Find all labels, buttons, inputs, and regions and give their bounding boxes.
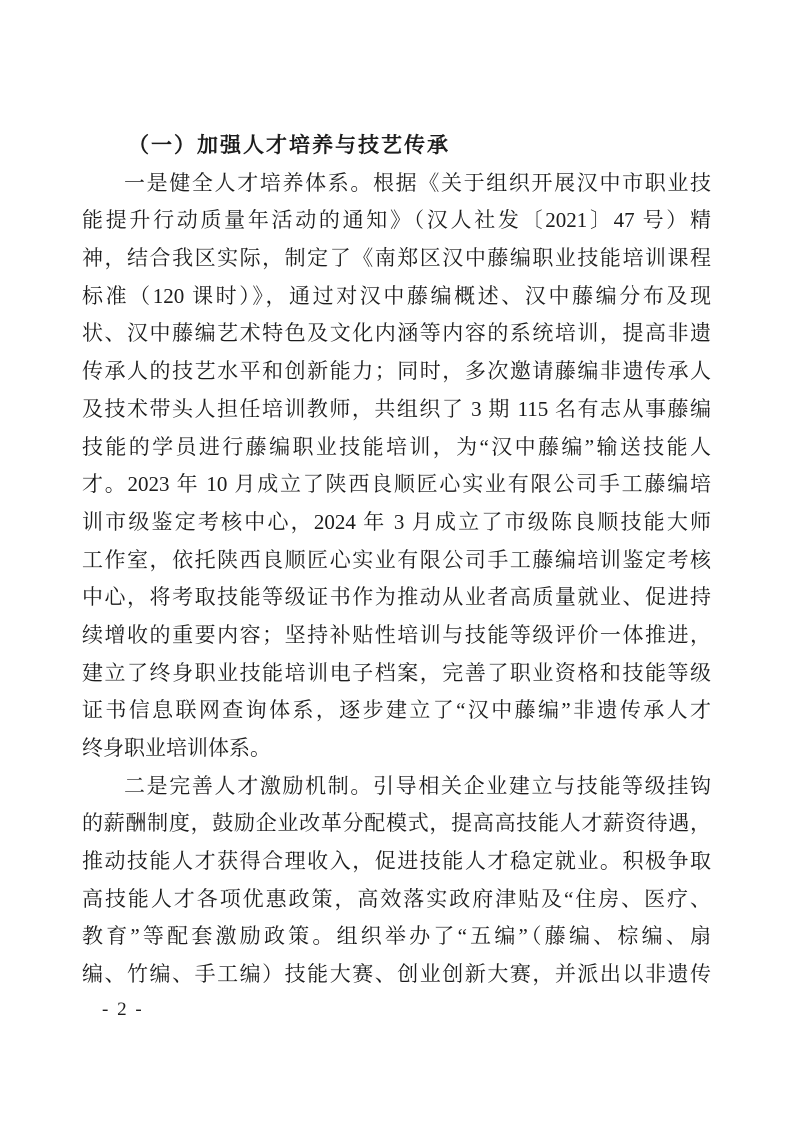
document-body: [82, 127, 711, 994]
text-line: 中心，将考取技能等级证书作为推动从业者高质量就业、促进持: [82, 585, 711, 610]
text-line: 续增收的重要内容；坚持补贴性培训与技能等级评价一体推进，: [82, 622, 711, 647]
text-line: 神，结合我区实际，制定了《南郑区汉中藤编职业技能培训课程: [82, 246, 711, 271]
text-line: 终身职业培训体系。: [82, 736, 271, 760]
text-line: 技能的学员进行藤编职业技能培训，为“汉中藤编”输送技能人: [82, 434, 711, 459]
text-line: 教育”等配套激励政策。组织举办了“五编”（藤编、棕编、扇: [82, 924, 711, 949]
text-line: 推动技能人才获得合理收入，促进技能人才稳定就业。积极争取: [82, 849, 711, 874]
text-line: 工作室，依托陕西良顺匠心实业有限公司手工藤编培训鉴定考核: [82, 547, 711, 572]
text-line: 二是完善人才激励机制。引导相关企业建立与技能等级挂钩: [124, 773, 711, 798]
text-line: 建立了终身职业技能培训电子档案，完善了职业资格和技能等级: [82, 660, 711, 685]
text-line: 才。2023 年 10 月成立了陕西良顺匠心实业有限公司手工藤编培: [82, 472, 711, 497]
page-number: - 2 -: [102, 999, 144, 1020]
text-line: 能提升行动质量年活动的通知》（汉人社发〔2021〕47 号）精: [82, 208, 711, 233]
text-line: 传承人的技艺水平和创新能力；同时，多次邀请藤编非遗传承人: [82, 359, 711, 384]
text-line: 编、竹编、手工编）技能大赛、创业创新大赛，并派出以非遗传: [82, 962, 711, 987]
text-line: 证书信息联网查询体系，逐步建立了“汉中藤编”非遗传承人才: [82, 698, 711, 723]
paragraph-lines: [82, 165, 711, 994]
text-line: 的薪酬制度，鼓励企业改革分配模式，提高高技能人才薪资待遇，: [82, 811, 711, 836]
text-line: 及技术带头人担任培训教师，共组织了 3 期 115 名有志从事藤编: [82, 396, 711, 421]
section-heading: （一）加强人才培养与技艺传承: [128, 133, 450, 157]
text-line: 标准（120 课时）》，通过对汉中藤编概述、汉中藤编分布及现: [82, 283, 711, 308]
text-line: 状、汉中藤编艺术特色及文化内涵等内容的系统培训，提高非遗: [82, 321, 711, 346]
text-line: 训市级鉴定考核中心，2024 年 3 月成立了市级陈良顺技能大师: [82, 509, 711, 534]
text-line: 高技能人才各项优惠政策，高效落实政府津贴及“住房、医疗、: [82, 886, 711, 911]
text-line: 一是健全人才培养体系。根据《关于组织开展汉中市职业技: [124, 170, 711, 195]
